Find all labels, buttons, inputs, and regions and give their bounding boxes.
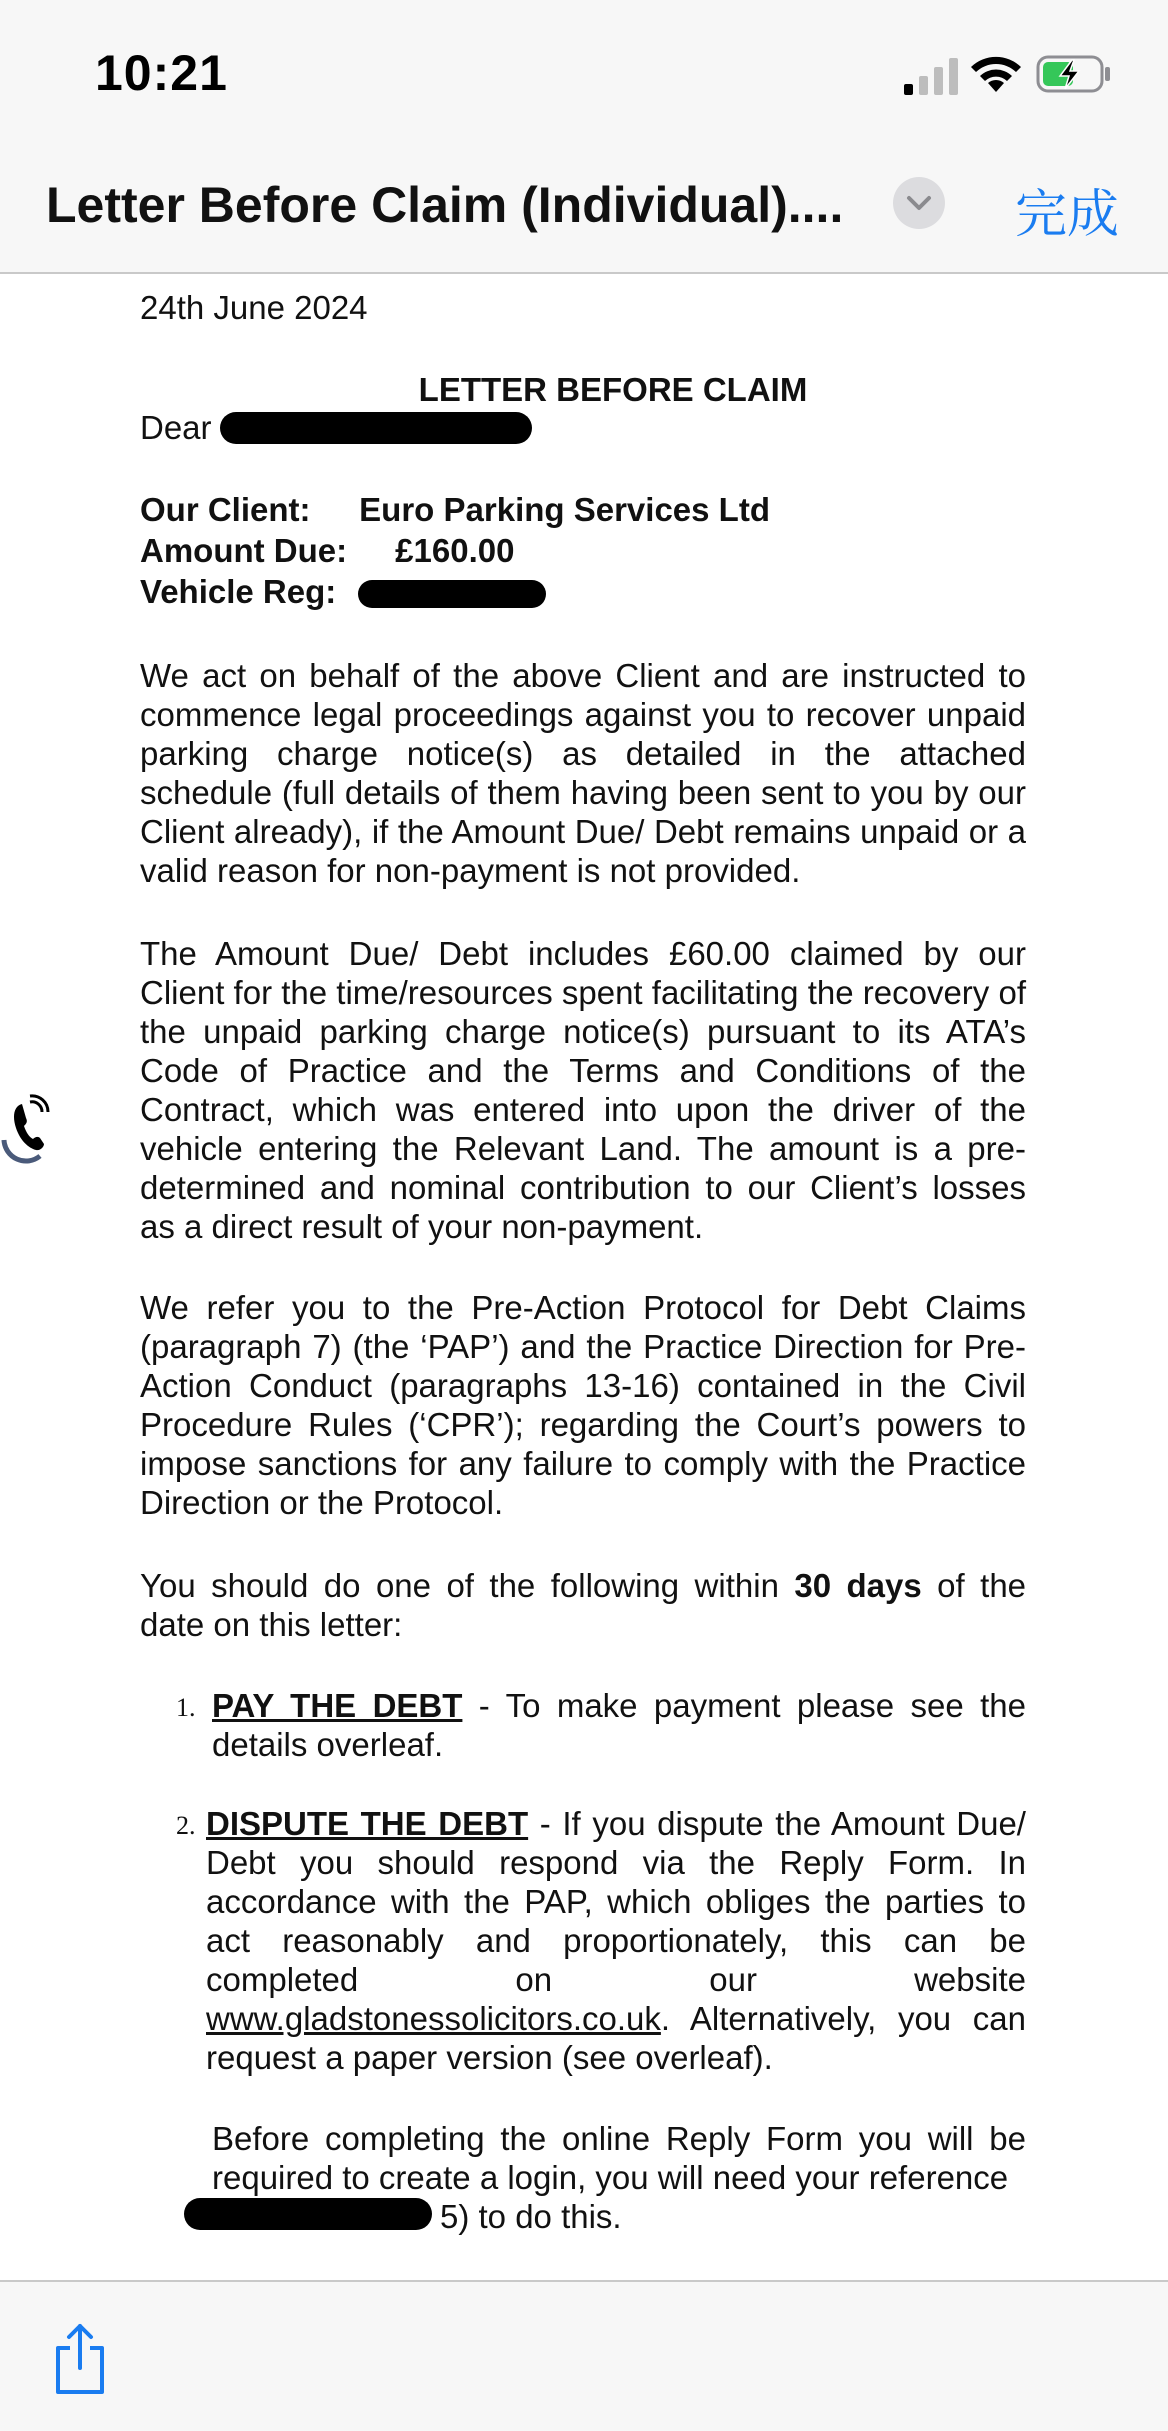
list-item-pay — [176, 1686, 1026, 1764]
pay-debt-title: PAY THE DEBT — [212, 1687, 463, 1724]
paragraph-amount: The Amount Due/ Debt includes £60.00 claimed by our Client for the time/resources spent facilitating the recovery of the unpaid parking charge notice(s) pursuant to its ATA’s Code of Practice and the Terms and Conditions of the Contract, which was entered into upon the driver of the vehicle entering the Relevant Land. The amount is a pre-determined and nominal contribution to our Client’s losses as a direct result of your non-payment. — [140, 935, 1026, 1245]
list-item-dispute — [176, 1804, 1026, 2077]
phone-icon — [0, 1094, 52, 1174]
deadline-text-after: of the date on this letter: — [140, 1567, 1027, 1643]
login-text-tail: 5) to do this. — [440, 2198, 622, 2235]
document-title[interactable]: Letter Before Claim (Individual).... — [46, 177, 844, 233]
battery-charging-icon — [1036, 54, 1112, 94]
redaction-name — [220, 412, 532, 444]
paragraph-protocol: We refer you to the Pre-Action Protocol for Debt Claims (paragraph 7) (the ‘PAP’) and the Practice Direction for Pre-Action Conduct (paragraphs 13-16) contained in the Civil Procedure Rules (‘CPR’); regarding the Court’s powers to impose sanctions for any failure to comply with the Practice Direction or the Protocol. — [140, 1289, 1026, 1521]
redaction-reference — [184, 2198, 432, 2230]
dispute-debt-text: - If you dispute the Amount Due/ Debt you should respond via the Reply Form. In accordance with the PAP, which obliges the parties to act reasonably and proportionately, this can be completed on our website — [206, 1805, 1026, 1998]
wifi-icon — [968, 52, 1024, 96]
dispute-debt-title: DISPUTE THE DEBT — [206, 1805, 529, 1842]
title-menu-button[interactable] — [893, 177, 945, 229]
amount-value: £160.00 — [395, 532, 515, 569]
redaction-vehicle-reg — [358, 580, 546, 608]
list-number: 1. — [176, 1693, 196, 1722]
website-link[interactable]: www.gladstonessolicitors.co.uk — [206, 2000, 661, 2037]
paragraph-instruction: We act on behalf of the above Client and are instructed to commence legal proceedings against you to recover unpaid parking charge notice(s) as detailed in the attached schedule (full details of them having been sent to you by our Client already), if the Amount Due/ Debt remains unpaid or a valid reason for non-payment is not provided. — [140, 657, 1026, 889]
status-time: 10:21 — [95, 45, 228, 101]
deadline-text-before: You should do one of the following within — [140, 1567, 795, 1604]
client-value: Euro Parking Services Ltd — [359, 491, 770, 528]
pay-debt-text: - To make payment please see the details overleaf. — [212, 1687, 1027, 1763]
done-button[interactable]: 完成 — [1015, 185, 1120, 245]
document-viewer[interactable] — [0, 274, 1168, 2280]
client-label: Our Client: — [140, 491, 311, 528]
login-text: Before completing the online Reply Form you will be required to create a login, you will need your reference — [212, 2120, 1026, 2196]
status-bar — [0, 0, 1168, 150]
cellular-signal-icon — [902, 56, 962, 96]
chevron-down-icon — [906, 192, 932, 214]
letter-heading: LETTER BEFORE CLAIM — [418, 371, 808, 408]
bottom-toolbar — [0, 2280, 1168, 2431]
vehicle-label: Vehicle Reg: — [140, 573, 337, 610]
letter-date: 24th June 2024 — [140, 289, 368, 326]
amount-label: Amount Due: — [140, 532, 348, 569]
list-number: 2. — [176, 1811, 196, 1840]
document-header — [0, 150, 1168, 274]
paragraph-deadline — [140, 1566, 1026, 1644]
deadline-days: 30 days — [794, 1567, 922, 1604]
dispute-debt-text-2: . Alternatively, you can request a paper version (see overleaf). — [206, 2000, 1026, 2076]
salutation: Dear — [140, 409, 212, 446]
share-icon[interactable] — [52, 2322, 108, 2396]
